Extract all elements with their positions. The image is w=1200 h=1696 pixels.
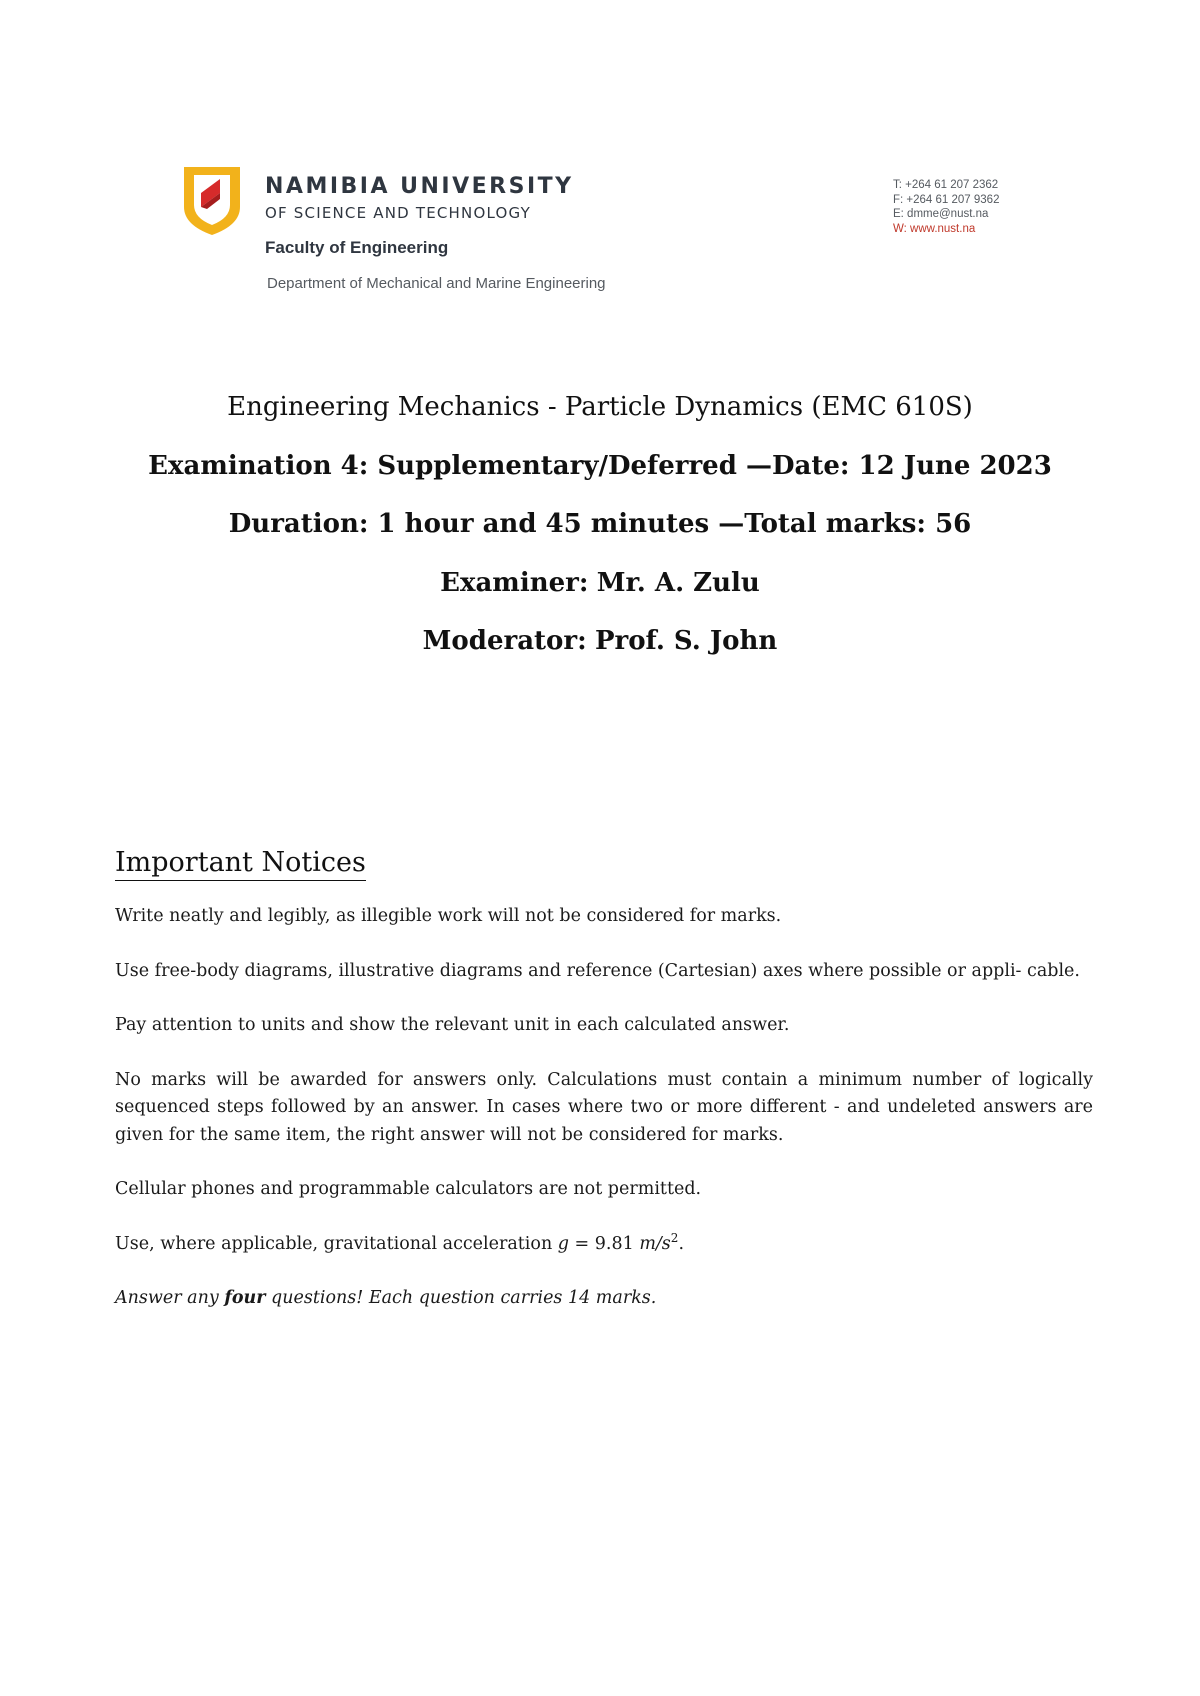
gravity-prefix: Use, where applicable, gravitational acceleration [115, 1233, 558, 1254]
contact-email: E: dmme@nust.na [893, 208, 989, 220]
exam-date-line: Examination 4: Supplementary/Deferred —Date: 12 June 2023 [148, 450, 1052, 481]
answer-instruction-part1: Answer any [115, 1288, 225, 1308]
answer-instruction-part2: questions! Each question carries 14 marks. [265, 1288, 657, 1308]
contact-fax: F: +264 61 207 9362 [893, 193, 1000, 206]
gravity-suffix: . [678, 1233, 685, 1254]
important-notices [115, 847, 1093, 1340]
university-name: NAMIBIA UNIVERSITY [265, 174, 574, 199]
notice-item: Write neatly and legibly, as illegible work will not be considered for marks. [115, 906, 782, 926]
gravity-symbol: g [557, 1233, 569, 1254]
contact-web: W: www.nust.na [893, 222, 976, 235]
notices-heading: Important Notices [115, 847, 366, 881]
contact-phone: T: +264 61 207 2362 [893, 179, 999, 191]
examiner-line [0, 554, 1200, 613]
course-title: Engineering Mechanics - Particle Dynamics (EMC 610S) [227, 392, 973, 422]
moderator-label: Moderator: [422, 626, 587, 656]
exam-title-block [0, 378, 1200, 671]
notice-item: Use free-body diagrams, illustrative diagrams and reference (Cartesian) axes where possible or appli- cable. [115, 960, 1080, 981]
university-shield-logo [180, 163, 244, 237]
notice-item: No marks will be awarded for answers only. Calculations must contain a minimum number of logically sequenced steps followed by an answer. In cases where two or more different - and undeleted answers are given for the same item, the right answer will not be considered for marks. [115, 1069, 1093, 1145]
notice-item: Pay attention to units and show the relevant unit in each calculated answer. [115, 1015, 790, 1035]
university-subtitle: OF SCIENCE AND TECHNOLOGY [265, 204, 531, 222]
faculty-name: Faculty of Engineering [265, 238, 449, 257]
gravity-unit: m/s [639, 1233, 671, 1254]
moderator-name: Prof. S. John [594, 626, 778, 656]
gravity-exponent: 2 [670, 1230, 679, 1245]
contact-details [893, 178, 999, 236]
notice-item: Cellular phones and programmable calculators are not permitted. [115, 1179, 702, 1199]
moderator-line [0, 612, 1200, 671]
answer-instruction [115, 1285, 1093, 1313]
answer-instruction-emphasis: four [224, 1288, 266, 1308]
letterhead [0, 0, 1200, 320]
examiner-label: Examiner: [440, 567, 589, 598]
examiner-name: Mr. A. Zulu [596, 567, 760, 598]
gravity-notice [115, 1231, 1093, 1259]
department-name: Department of Mechanical and Marine Engineering [267, 275, 606, 292]
duration-marks-line: Duration: 1 hour and 45 minutes —Total marks: 56 [228, 509, 972, 539]
gravity-equals: = 9.81 [568, 1233, 640, 1254]
